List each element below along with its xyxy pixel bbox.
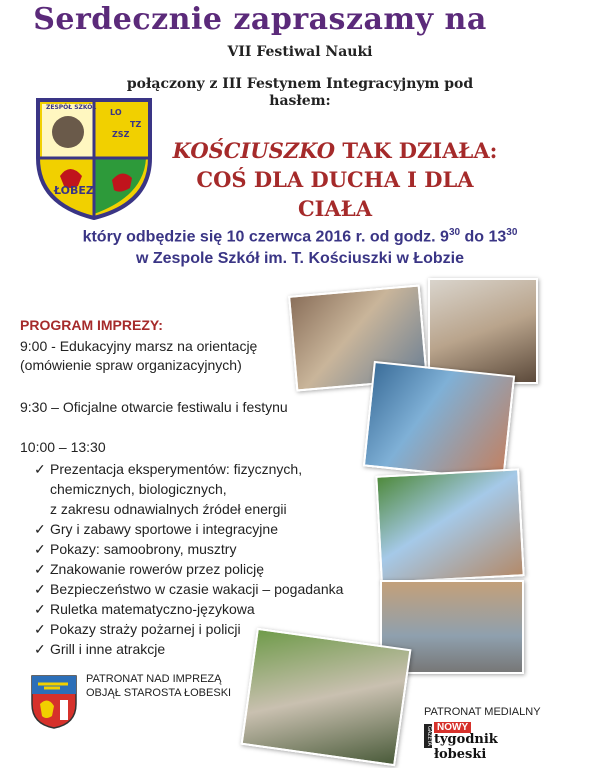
- list-item-text: Prezentacja eksperymentów: fizycznych,: [50, 461, 303, 477]
- start-minutes: 30: [448, 227, 461, 238]
- date-text: który odbędzie się 10 czerwca 2016 r. od godz. 9: [82, 228, 449, 246]
- check-icon: ✓: [34, 541, 46, 557]
- motto-name: KOŚCIUSZKO: [172, 138, 336, 163]
- event-date-line: [40, 222, 560, 248]
- newspaper-logo: [424, 722, 544, 762]
- newspaper-name: tygodnik łobeski: [434, 732, 498, 762]
- patron-line-2: OBJĄŁ STAROSTA ŁOBESKI: [86, 687, 232, 699]
- media-patron-label: PATRONAT MEDIALNY: [424, 706, 541, 718]
- program-item-3: 10:00 – 13:30: [20, 439, 106, 455]
- coat-of-arms-shield: [30, 674, 78, 730]
- list-item-text: Pokazy: samoobrony, musztry: [50, 541, 237, 557]
- list-item-text: Ruletka matematyczno-językowa: [50, 601, 255, 617]
- list-item-text: Grill i inne atrakcje: [50, 641, 166, 657]
- motto-line-1: [160, 136, 510, 165]
- list-item: [34, 599, 343, 619]
- photo-plasma-ball: [363, 361, 515, 481]
- check-icon: ✓: [34, 581, 46, 597]
- motto-rest: TAK DZIAŁA:: [335, 138, 498, 163]
- event-motto: [160, 136, 510, 223]
- list-item: [34, 579, 343, 599]
- county-coat-of-arms: [30, 674, 78, 730]
- list-item-cont: z zakresu odnawialnych źródeł energii: [50, 501, 287, 517]
- list-item: [34, 459, 343, 479]
- list-item-text: Pokazy straży pożarnej i policji: [50, 621, 241, 637]
- newspaper-tag: GAZETA: [424, 724, 432, 748]
- program-item-1: [20, 337, 257, 375]
- event-datetime: [40, 222, 560, 270]
- photo-self-defense: [241, 628, 412, 767]
- list-item-cont: chemicznych, biologicznych,: [50, 481, 227, 497]
- list-item: [34, 539, 343, 559]
- subtitle-line-1: połączony z III Festynem Integracyjnym pod: [126, 76, 474, 92]
- logo-town: ŁOBEZ: [54, 184, 94, 197]
- school-logo: [32, 96, 156, 222]
- program-item-2: 9:30 – Oficjalne otwarcie festiwalu i festynu: [20, 399, 288, 415]
- page-title: Serdecznie zapraszamy na: [33, 2, 487, 37]
- logo-letters-zsz: ZSZ: [112, 130, 130, 139]
- list-item-text: Bezpieczeństwo w czasie wakacji – pogadanka: [50, 581, 344, 597]
- date-mid: do 13: [460, 228, 507, 246]
- list-item: [34, 559, 343, 579]
- logo-letters-lo: LO: [110, 108, 122, 117]
- check-icon: ✓: [34, 641, 46, 657]
- check-icon: ✓: [34, 621, 46, 637]
- check-icon: ✓: [34, 601, 46, 617]
- subtitle-line-2: hasłem:: [269, 93, 331, 109]
- check-icon: ✓: [34, 521, 46, 537]
- event-place: w Zespole Szkół im. T. Kościuszki w Łobzie: [135, 250, 465, 268]
- school-crest: [32, 96, 156, 222]
- list-item-text: Znakowanie rowerów przez policję: [50, 561, 264, 577]
- program-item-1-title: 9:00 - Edukacyjny marsz na orientację: [20, 338, 258, 354]
- program-item-1-note: (omówienie spraw organizacyjnych): [20, 357, 242, 373]
- end-minutes: 30: [506, 227, 518, 238]
- festival-subtitle: [100, 76, 500, 110]
- program-heading: PROGRAM IMPREZY:: [20, 317, 163, 333]
- logo-letters-tz: TZ: [130, 120, 142, 129]
- photo-outdoor-games: [375, 468, 524, 583]
- motto-line-2: COŚ DLA DUCHA I DLA CIAŁA: [196, 167, 474, 221]
- festival-name: VII Festiwal Nauki: [227, 44, 373, 60]
- list-item: [34, 519, 343, 539]
- check-icon: ✓: [34, 461, 46, 477]
- program-checklist: [34, 459, 343, 659]
- patron-line-1: PATRONAT NAD IMPREZĄ: [86, 673, 222, 685]
- check-icon: ✓: [34, 561, 46, 577]
- logo-school-label: ZESPÓŁ SZKÓŁ: [46, 104, 97, 111]
- patron-note: [86, 672, 231, 700]
- newspaper-nowy: NOWY: [434, 722, 471, 733]
- list-item-text: Gry i zabawy sportowe i integracyjne: [50, 521, 278, 537]
